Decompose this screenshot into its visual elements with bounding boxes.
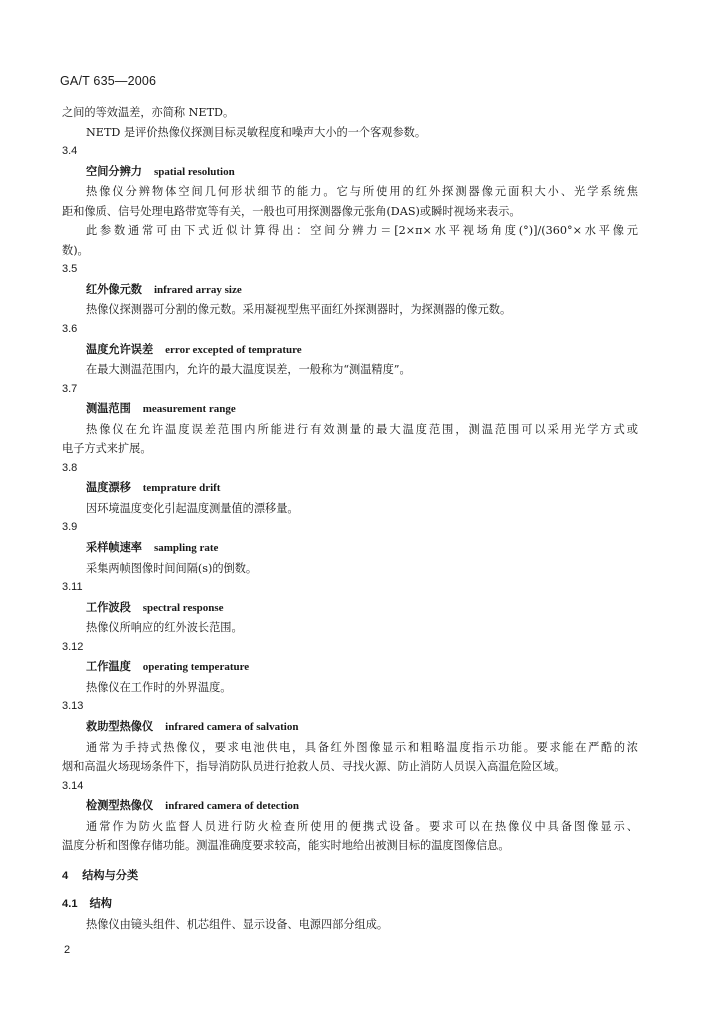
term-zh: 工作波段	[86, 599, 131, 614]
section-title: 结构与分类	[82, 867, 139, 882]
clause-number: 3.7	[62, 382, 78, 395]
term-en: temprature drift	[142, 482, 221, 495]
text-line: 通常作为防火监督人员进行防火检查所使用的便携式设备。要求可以在热像仪中具备图像显示、	[86, 819, 638, 833]
clause-number: 3.9	[62, 521, 78, 534]
section-heading	[62, 866, 638, 887]
text-line: 电子方式来扩展。	[62, 442, 152, 456]
term-heading	[62, 478, 638, 499]
clause-number: 3.6	[62, 323, 78, 336]
term-zh: 测温范围	[86, 401, 131, 416]
text-line: 热像仪由镜头组件、机芯组件、显示设备、电源四部分组成。	[86, 917, 389, 931]
text-line: 数)。	[62, 243, 89, 257]
subsection-heading	[62, 894, 638, 915]
clause-number: 3.4	[62, 145, 78, 158]
term-zh: 检测型热像仪	[86, 798, 154, 813]
text-line: 通常为手持式热像仪，要求电池供电，具备红外图像显示和粗略温度指示功能。要求能在严酷的浓	[86, 740, 638, 754]
text-line: NETD 是评价热像仪探测目标灵敏程度和噪声大小的一个客观参数。	[86, 125, 427, 139]
term-heading	[62, 340, 638, 361]
term-en: measurement range	[142, 403, 236, 416]
term-en: operating temperature	[142, 661, 250, 674]
term-en: infrared camera of detection	[165, 800, 300, 813]
term-en: error excepted of temprature	[165, 343, 302, 356]
text-line: 温度分析和图像存储功能。测温准确度要求较高，能实时地给出被测目标的温度图像信息。	[62, 839, 510, 853]
term-zh: 温度允许误差	[86, 341, 154, 356]
clause-number: 3.8	[62, 461, 78, 474]
document-body	[62, 103, 638, 934]
clause-number: 3.11	[62, 581, 83, 594]
term-heading	[62, 598, 638, 619]
page-number: 2	[64, 944, 71, 956]
subsection-title: 结构	[89, 896, 112, 911]
text-line: 热像仪在允许温度误差范围内所能进行有效测量的最大温度范围，测温范围可以采用光学方式或	[86, 422, 638, 436]
clause-number: 3.5	[62, 263, 78, 276]
clause-number: 3.13	[62, 700, 84, 713]
text-line: 烟和高温火场现场条件下，指导消防队员进行抢救人员、寻找火源、防止消防人员误入高温危险区域。	[62, 760, 566, 774]
term-en: infrared array size	[153, 283, 242, 296]
term-heading	[62, 717, 638, 738]
term-zh: 救助型热像仪	[86, 718, 154, 733]
standard-id-header: GA/T 635—2006	[60, 74, 157, 88]
term-heading	[62, 796, 638, 817]
term-en: infrared camera of salvation	[165, 720, 299, 733]
text-line: 热像仪在工作时的外界温度。	[86, 680, 232, 694]
subsection-number: 4.1	[62, 898, 78, 911]
term-zh: 工作温度	[86, 659, 131, 674]
term-heading	[62, 280, 638, 301]
term-zh: 空间分辨力	[86, 163, 142, 178]
term-heading	[62, 538, 638, 559]
text-line: 采集两帧图像时间间隔(s)的倒数。	[86, 561, 258, 575]
clause-number: 3.12	[62, 640, 84, 653]
clause-number: 3.14	[62, 779, 84, 792]
text-line: 在最大测温范围内，允许的最大温度误差，一般称为“测温精度”。	[86, 363, 411, 377]
text-line: 此参数通常可由下式近似计算得出：空间分辨力＝[2×π×水平视场角度(°)]/(360°×水平像元	[86, 224, 638, 238]
text-line: 热像仪探测器可分割的像元数。采用凝视型焦平面红外探测器时，为探测器的像元数。	[86, 303, 512, 317]
text-line: 热像仪所响应的红外波长范围。	[86, 621, 243, 635]
term-en: spectral response	[142, 601, 224, 614]
term-heading	[62, 657, 638, 678]
term-heading	[62, 162, 638, 183]
text-line: 热像仪分辨物体空间几何形状细节的能力。它与所使用的红外探测器像元面积大小、光学系统焦	[86, 185, 638, 199]
term-heading	[62, 399, 638, 420]
term-zh: 采样帧速率	[86, 540, 142, 555]
term-zh: 温度漂移	[86, 480, 131, 495]
term-en: sampling rate	[153, 542, 219, 555]
text-line: 之间的等效温差，亦简称 NETD。	[62, 106, 235, 119]
text-line: 距和像质、信号处理电路带宽等有关，一般也可用探测器像元张角(DAS)或瞬时视场来表示。	[62, 204, 521, 218]
term-en: spatial resolution	[153, 165, 235, 178]
term-zh: 红外像元数	[86, 281, 142, 296]
section-number: 4	[62, 869, 69, 882]
text-line: 因环境温度变化引起温度测量值的漂移量。	[86, 501, 299, 515]
